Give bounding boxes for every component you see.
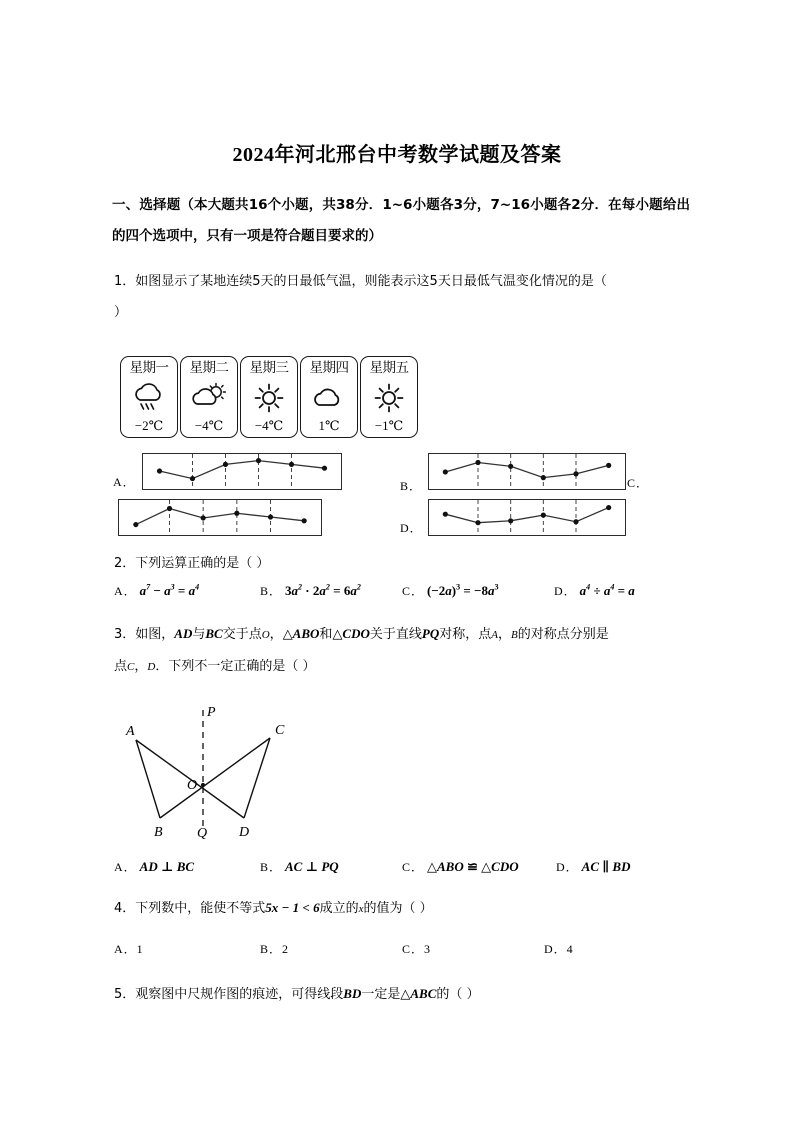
section-heading-line-2: 的四个选项中，只有一项是符合题目要求的）: [112, 228, 382, 244]
question-1-text: [114, 266, 692, 328]
option-formula: AD ⊥ BC: [139, 859, 195, 874]
question-4-option-d[interactable]: [544, 940, 573, 957]
option-label: D．: [556, 860, 579, 874]
weather-day-label: 星期三: [249, 360, 289, 376]
option-formula: $a^7 - a^3 = a^4$: [139, 582, 200, 598]
question-3-option-a[interactable]: [114, 858, 194, 875]
question-1-option-c-chart[interactable]: [118, 499, 322, 536]
question-5-text: 5．观察图中尺规作图的痕迹，可得线段BD一定是△ABC的（ ）: [114, 986, 480, 1002]
weather-day-label: 星期五: [369, 360, 409, 376]
line-chart-A: [143, 454, 341, 489]
option-value: 4: [566, 942, 573, 956]
weather-card: [120, 356, 178, 438]
data-point: [443, 512, 448, 517]
geo-label-D: D: [239, 825, 250, 840]
question-1-option-c-label: C．: [627, 476, 650, 490]
option-label: C．: [402, 584, 425, 598]
weather-temperature: −2℃: [134, 418, 164, 433]
geo-label-P: P: [207, 705, 216, 720]
question-3-line-2: 点C，D．下列不一定正确的是（ ）: [114, 659, 316, 674]
partly-cloudy-icon: [189, 382, 229, 414]
geo-label-O: O: [187, 778, 198, 793]
question-4-option-c[interactable]: [402, 940, 430, 957]
sun-icon: [253, 382, 285, 414]
option-label: B．: [260, 584, 283, 598]
question-1-option-a-label: A．: [113, 475, 136, 489]
question-1-option-b-label: B．: [400, 479, 423, 493]
data-point: [167, 506, 172, 511]
section-heading-line-1: 一、选择题（本大题共16个小题，共38分．1~6小题各3分，7~16小题各2分．在每小题给出: [112, 197, 690, 213]
weather-day-label: 星期一: [129, 360, 169, 376]
data-point: [322, 466, 327, 471]
option-label: A．: [114, 860, 137, 874]
question-4-text: 4．下列数中，能使不等式5x − 1 < 6成立的x的值为（ ）: [114, 900, 433, 916]
option-formula: AC ⊥ PQ: [285, 859, 339, 874]
question-4-option-a[interactable]: [114, 940, 143, 957]
question-1-line-2: ）: [114, 305, 128, 320]
data-point: [541, 475, 546, 480]
data-point: [573, 519, 578, 524]
weather-card: [180, 356, 238, 438]
option-formula: $(-2a)^3 = -8a^3$: [427, 582, 499, 598]
weather-temperature: −4℃: [254, 418, 284, 433]
option-formula: $3a^2 \cdot 2a^2 = 6a^2$: [285, 582, 361, 598]
series-line: [160, 461, 325, 479]
rain-cloud-icon: [130, 382, 168, 414]
option-value: 3: [424, 942, 431, 956]
option-label: B．: [260, 860, 283, 874]
weather-temperature: −1℃: [374, 418, 404, 433]
data-point: [302, 518, 307, 523]
geo-label-Q: Q: [197, 826, 208, 841]
question-1-option-a-chart[interactable]: [142, 453, 342, 490]
question-2-option-c[interactable]: [402, 582, 499, 599]
weather-card: [360, 356, 418, 438]
option-value: 2: [282, 942, 289, 956]
option-label: A．: [114, 942, 137, 956]
question-2-option-d[interactable]: [554, 582, 635, 599]
geo-label-C: C: [275, 723, 285, 738]
question-4-option-b[interactable]: [260, 940, 288, 957]
line-chart-D: [429, 500, 625, 535]
line-chart-C: [119, 500, 321, 535]
data-point: [133, 522, 138, 527]
data-point: [190, 476, 195, 481]
option-formula: AC ∥ BD: [581, 859, 631, 874]
data-point: [223, 462, 228, 467]
data-point: [606, 505, 611, 510]
option-label: D．: [544, 942, 567, 956]
question-3-option-c[interactable]: [402, 858, 519, 875]
data-point: [234, 511, 239, 516]
data-point: [475, 460, 480, 465]
question-2-text: 2．下列运算正确的是（ ）: [114, 556, 270, 571]
question-2-option-a[interactable]: [114, 582, 199, 599]
question-1-option-d-chart[interactable]: [428, 499, 626, 536]
option-formula: $a^4 \div a^4 = a$: [579, 582, 635, 598]
weather-card: [240, 356, 298, 438]
data-point: [573, 471, 578, 476]
data-point: [541, 513, 546, 518]
option-label: B．: [260, 942, 283, 956]
data-point: [508, 464, 513, 469]
weather-forecast-strip: [120, 356, 418, 438]
option-formula: △ABO ≌ △CDO: [427, 859, 519, 874]
data-point: [606, 463, 611, 468]
question-1-option-b-chart[interactable]: [428, 453, 626, 490]
option-value: 1: [136, 942, 143, 956]
option-label: D．: [554, 584, 577, 598]
geo-label-B: B: [154, 825, 163, 840]
data-point: [157, 468, 162, 473]
data-point: [201, 515, 206, 520]
option-label: C．: [402, 860, 425, 874]
question-1-line-1: 1．如图显示了某地连续5天的日最低气温，则能表示这5天日最低气温变化情况的是（: [114, 274, 607, 289]
geo-label-A: A: [126, 724, 135, 739]
series-line: [136, 509, 304, 525]
weather-card: [300, 356, 358, 438]
line-chart-B: [429, 454, 625, 489]
option-label: C．: [402, 942, 425, 956]
data-point: [289, 462, 294, 467]
series-line: [445, 508, 608, 523]
data-point: [508, 518, 513, 523]
weather-day-label: 星期四: [309, 360, 349, 376]
question-3-figure: [118, 700, 323, 848]
data-point: [443, 469, 448, 474]
question-3-option-b[interactable]: [260, 858, 339, 875]
question-1-option-d-label: D．: [400, 521, 423, 535]
question-3-text: [114, 618, 692, 683]
weather-temperature: −4℃: [194, 418, 224, 433]
weather-day-label: 星期二: [189, 360, 229, 376]
section-heading: [112, 190, 690, 252]
data-point: [268, 514, 273, 519]
page-title: 2024年河北邢台中考数学试题及答案: [232, 144, 562, 166]
question-2-option-b[interactable]: [260, 582, 361, 599]
weather-temperature: 1℃: [318, 418, 340, 433]
sun-icon: [373, 382, 405, 414]
data-point: [475, 520, 480, 525]
question-3-line-1: 3．如图，AD与BC交于点O，△ABO和△CDO关于直线PQ对称，点A，B的对称点分别是: [114, 626, 609, 642]
question-3-option-d[interactable]: [556, 858, 630, 875]
data-point: [256, 458, 261, 463]
option-label: A．: [114, 584, 137, 598]
series-line: [445, 463, 608, 478]
cloud-icon: [309, 382, 349, 414]
